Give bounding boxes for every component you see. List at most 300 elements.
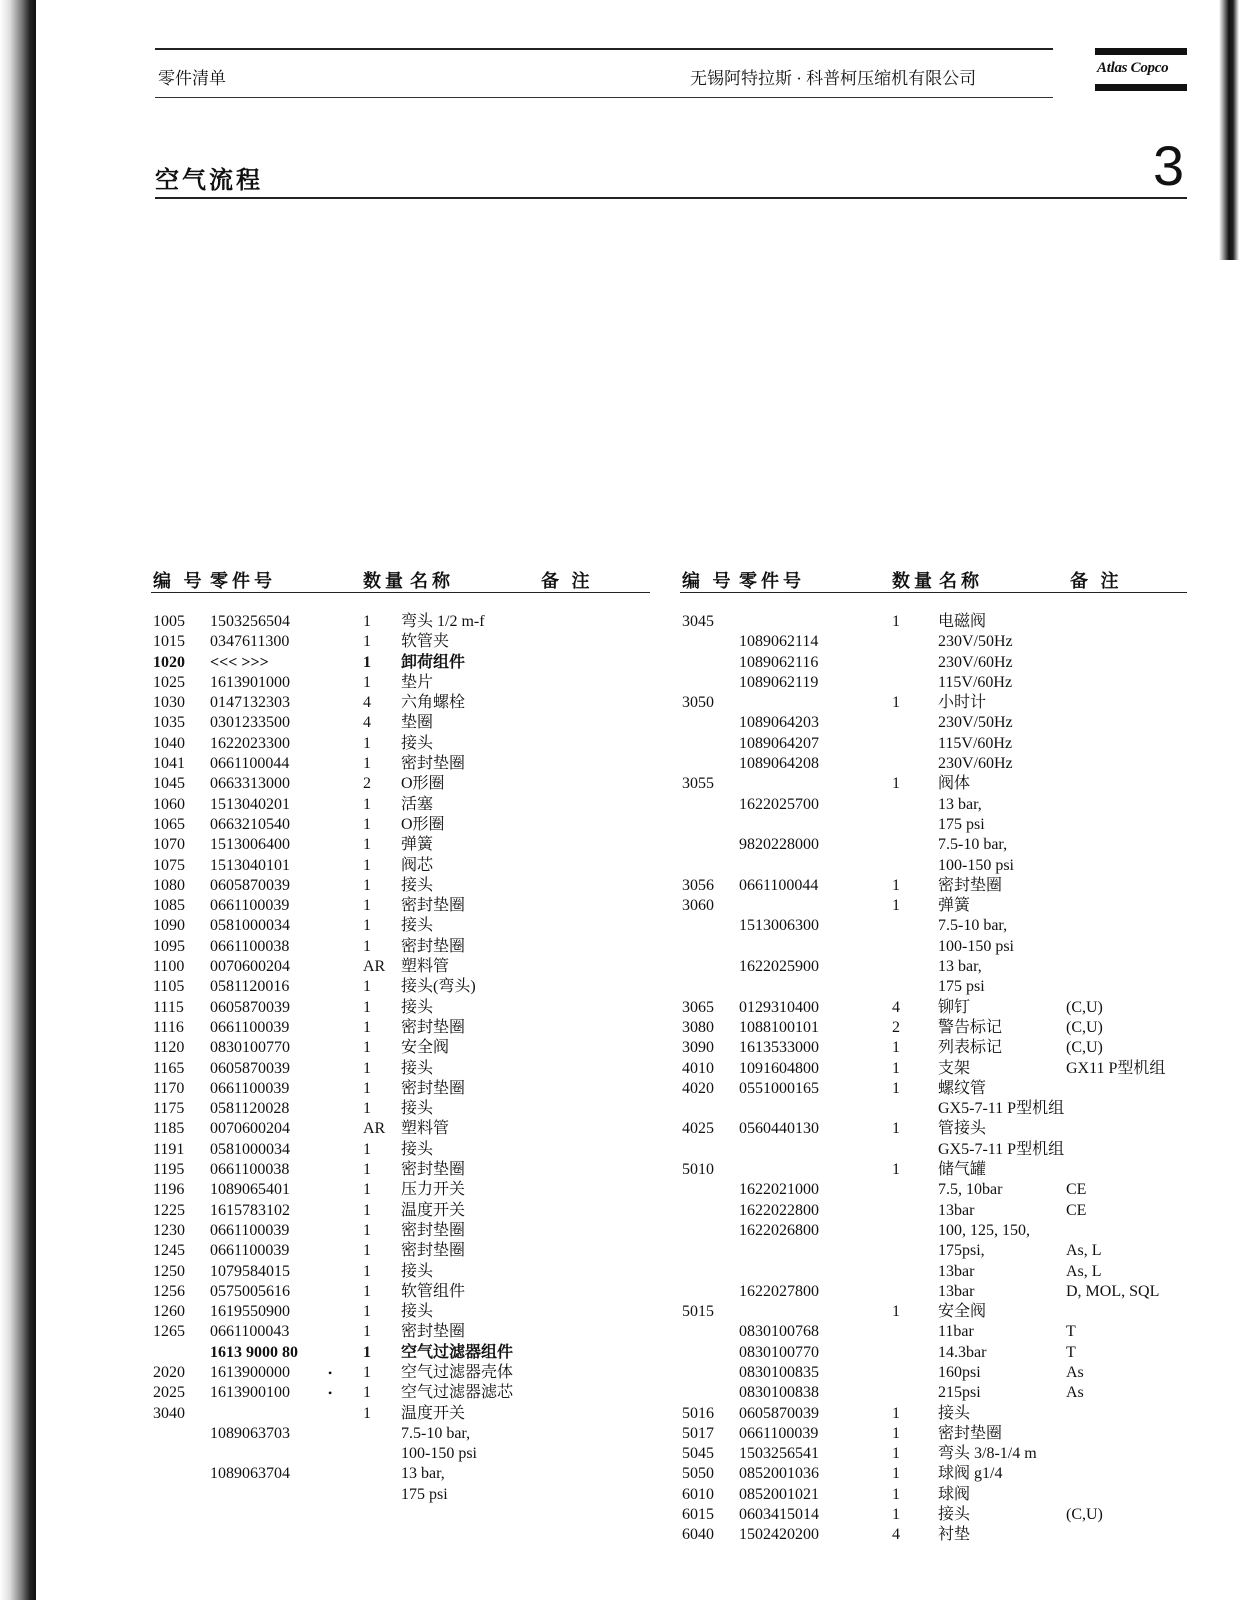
item-number: 1105 <box>153 978 185 996</box>
item-number: 3040 <box>153 1404 185 1422</box>
quantity: 1 <box>363 734 371 752</box>
part-name: 密封垫圈 <box>401 937 466 955</box>
part-name: 球阀 <box>938 1485 971 1503</box>
quantity: 1 <box>363 1140 371 1158</box>
quantity: 1 <box>363 1363 371 1381</box>
part-number: 0070600204 <box>210 1120 290 1138</box>
part-number: 1613900000 <box>210 1363 290 1381</box>
part-number: 1622021000 <box>739 1181 819 1199</box>
quantity: 1 <box>363 1201 371 1219</box>
item-number: 1230 <box>153 1221 185 1239</box>
part-number: 0575005616 <box>210 1282 290 1300</box>
quantity: 1 <box>363 613 371 630</box>
page-title: 空气流程 <box>155 168 263 194</box>
part-name: 铆钉 <box>938 998 971 1016</box>
quantity: 1 <box>363 917 371 935</box>
part-name: 230V/60Hz <box>938 755 1013 773</box>
part-name: 密封垫圈 <box>401 1221 466 1239</box>
remark: (C,U) <box>1066 1506 1103 1524</box>
quantity: 1 <box>363 1242 371 1260</box>
part-name: 压力开关 <box>401 1181 466 1199</box>
part-name: 储气罐 <box>938 1161 987 1179</box>
item-number: 1265 <box>153 1323 185 1341</box>
left-col-head-note: 备 注 <box>541 571 594 591</box>
part-number: 0661100043 <box>210 1323 290 1341</box>
part-number: 1613901000 <box>210 673 290 691</box>
part-name: 软管夹 <box>401 633 450 651</box>
part-number: 0129310400 <box>739 998 819 1016</box>
part-number: 0661100038 <box>210 937 290 955</box>
part-name: 215psi <box>938 1384 981 1402</box>
item-number: 1080 <box>153 876 185 894</box>
part-name: 管接头 <box>938 1120 987 1138</box>
part-number: 1622025700 <box>739 795 819 813</box>
part-name: 阀体 <box>938 775 971 793</box>
item-number: 6010 <box>682 1485 714 1503</box>
part-name: 100, 125, 150, <box>938 1221 1030 1239</box>
item-number: 1060 <box>153 795 185 813</box>
item-number: 1100 <box>153 958 185 976</box>
quantity: 1 <box>892 1161 900 1179</box>
part-number: 1613533000 <box>739 1039 819 1057</box>
quantity: 1 <box>363 815 371 833</box>
remark: (C,U) <box>1066 998 1103 1016</box>
right-col-head-qty: 数量 <box>892 571 936 591</box>
part-number: 0830100770 <box>210 1039 290 1057</box>
part-name: 7.5-10 bar, <box>938 917 1008 935</box>
part-name: 塑料管 <box>401 958 450 976</box>
part-name: 安全阀 <box>401 1039 450 1057</box>
part-name: 空气过滤器组件 <box>401 1343 514 1361</box>
part-number: 0581120016 <box>210 978 290 996</box>
part-name: 7.5, 10bar <box>938 1181 1003 1199</box>
part-number: 1079584015 <box>210 1262 290 1280</box>
part-name: 密封垫圈 <box>938 1424 1003 1442</box>
part-name: 13 bar, <box>401 1465 445 1483</box>
item-number: 1030 <box>153 694 185 712</box>
part-name: O形圈 <box>401 815 445 833</box>
quantity: 1 <box>892 775 900 793</box>
part-name: 接头 <box>401 876 434 894</box>
quantity: 1 <box>363 653 371 671</box>
quantity: 1 <box>892 1404 900 1422</box>
remark: CE <box>1066 1181 1087 1199</box>
part-name: 密封垫圈 <box>401 1161 466 1179</box>
item-number: 1035 <box>153 714 185 732</box>
part-name: 接头 <box>401 917 434 935</box>
part-name: 弯头 3/8-1/4 m <box>938 1445 1037 1463</box>
item-number: 1095 <box>153 937 185 955</box>
remark: GX11 P型机组 <box>1066 1059 1166 1077</box>
quantity: 1 <box>892 694 900 712</box>
item-number: 5045 <box>682 1445 714 1463</box>
part-name: 温度开关 <box>401 1201 466 1219</box>
part-number: 0830100835 <box>739 1363 819 1381</box>
item-number: 3050 <box>682 694 714 712</box>
item-number: 3056 <box>682 876 714 894</box>
quantity: 1 <box>363 1221 371 1239</box>
part-name: 密封垫圈 <box>938 876 1003 894</box>
part-name: 密封垫圈 <box>401 1323 466 1341</box>
part-number: 0663313000 <box>210 775 290 793</box>
part-name: 安全阀 <box>938 1303 987 1321</box>
item-number: 1015 <box>153 633 185 651</box>
quantity: 4 <box>892 1526 900 1544</box>
part-number: 1089064208 <box>739 755 819 773</box>
item-number: 3065 <box>682 998 714 1016</box>
part-name: 接头 <box>401 1262 434 1280</box>
right-col-head-rule <box>680 592 1187 593</box>
part-name: 115V/60Hz <box>938 673 1013 691</box>
part-name: 100-150 psi <box>938 937 1014 955</box>
item-number: 1115 <box>153 998 184 1016</box>
part-number: 1622025900 <box>739 958 819 976</box>
part-number: 0301233500 <box>210 714 290 732</box>
header-bottom-rule <box>155 97 1053 98</box>
part-number: 0581000034 <box>210 1140 290 1158</box>
quantity: 1 <box>892 1303 900 1321</box>
part-name: 接头 <box>938 1506 971 1524</box>
part-name: O形圈 <box>401 775 445 793</box>
item-number: 1020 <box>153 653 185 671</box>
quantity: 1 <box>363 673 371 691</box>
logo-text: Atlas Copco <box>1097 60 1169 76</box>
quantity: 1 <box>363 1181 371 1199</box>
header-company-name: 无锡阿特拉斯 · 科普柯压缩机有限公司 <box>690 69 977 88</box>
part-name: 弹簧 <box>401 836 434 854</box>
item-number: 3060 <box>682 897 714 915</box>
quantity: 1 <box>892 1424 900 1442</box>
part-name: 175psi, <box>938 1242 985 1260</box>
part-name: 175 psi <box>401 1485 448 1503</box>
part-number: 1503256541 <box>739 1445 819 1463</box>
header-top-rule <box>155 48 1053 50</box>
part-name: 230V/50Hz <box>938 633 1013 651</box>
part-number: 1089062116 <box>739 653 819 671</box>
part-number: 1513006400 <box>210 836 290 854</box>
part-name: 弹簧 <box>938 897 971 915</box>
part-name: GX5-7-11 P型机组 <box>938 1100 1065 1118</box>
part-number: 0347611300 <box>210 633 290 651</box>
part-number: 0830100770 <box>739 1343 819 1361</box>
item-number: 1250 <box>153 1262 185 1280</box>
part-name: 接头 <box>401 1303 434 1321</box>
remark: T <box>1066 1343 1076 1361</box>
part-number: 0147132303 <box>210 694 290 712</box>
part-number: 1503256504 <box>210 613 290 630</box>
item-number: 1040 <box>153 734 185 752</box>
quantity: 4 <box>363 714 371 732</box>
part-name: 230V/60Hz <box>938 653 1013 671</box>
part-number: 1089064203 <box>739 714 819 732</box>
part-name: 支架 <box>938 1059 971 1077</box>
part-number: 1513040201 <box>210 795 290 813</box>
item-number: 2025 <box>153 1384 185 1402</box>
part-number: 0661100039 <box>210 1079 290 1097</box>
part-name: 115V/60Hz <box>938 734 1013 752</box>
item-number: 1165 <box>153 1059 185 1077</box>
item-number: 1191 <box>153 1140 185 1158</box>
left-col-head-qty: 数量 <box>363 571 407 591</box>
part-number: 1513006300 <box>739 917 819 935</box>
quantity: 1 <box>363 1079 371 1097</box>
item-number: 1225 <box>153 1201 185 1219</box>
part-name: 弯头 1/2 m-f <box>401 613 485 630</box>
bullet-marker: • <box>328 1365 333 1380</box>
quantity: 1 <box>363 755 371 773</box>
quantity: 1 <box>363 978 371 996</box>
part-number: 1613 9000 80 <box>210 1343 298 1361</box>
part-name: 接头 <box>401 998 434 1016</box>
part-number: 0581120028 <box>210 1100 290 1118</box>
item-number: 1260 <box>153 1303 185 1321</box>
quantity: 1 <box>363 998 371 1016</box>
remark: As, L <box>1066 1242 1102 1260</box>
left-col-head-no: 编 号 <box>153 571 206 591</box>
part-name: 垫片 <box>401 673 434 691</box>
part-number: 0605870039 <box>739 1404 819 1422</box>
item-number: 1075 <box>153 856 185 874</box>
quantity: 1 <box>363 937 371 955</box>
item-number: 6040 <box>682 1526 714 1544</box>
part-name: 衬垫 <box>938 1526 971 1544</box>
quantity: 1 <box>363 1018 371 1036</box>
remark: As, L <box>1066 1262 1102 1280</box>
right-col-head-note: 备 注 <box>1070 571 1123 591</box>
part-number: 0852001021 <box>739 1485 819 1503</box>
remark: As <box>1066 1384 1084 1402</box>
item-number: 1005 <box>153 613 185 630</box>
quantity: 1 <box>892 1059 900 1077</box>
part-number: 9820228000 <box>739 836 819 854</box>
item-number: 1245 <box>153 1242 185 1260</box>
item-number: 3055 <box>682 775 714 793</box>
remark: T <box>1066 1323 1076 1341</box>
part-name: 100-150 psi <box>938 856 1014 874</box>
part-name: 塑料管 <box>401 1120 450 1138</box>
left-col-head-name: 名称 <box>410 571 454 591</box>
part-number: 1088100101 <box>739 1018 819 1036</box>
quantity: 1 <box>363 1323 371 1341</box>
part-name: 密封垫圈 <box>401 1079 466 1097</box>
left-col-head-rule <box>151 592 650 593</box>
header-left-text: 零件清单 <box>158 69 226 88</box>
part-name: 密封垫圈 <box>401 1018 466 1036</box>
scan-edge-right <box>1219 0 1239 260</box>
quantity: AR <box>363 1120 386 1138</box>
part-number: 0560440130 <box>739 1120 819 1138</box>
right-col-head-no: 编 号 <box>682 571 735 591</box>
item-number: 1175 <box>153 1100 185 1118</box>
part-number: 1089063703 <box>210 1424 290 1442</box>
part-number: 1622022800 <box>739 1201 819 1219</box>
remark: D, MOL, SQL <box>1066 1282 1160 1300</box>
remark: As <box>1066 1363 1084 1381</box>
quantity: 1 <box>363 633 371 651</box>
quantity: 2 <box>363 775 371 793</box>
item-number: 1041 <box>153 755 185 773</box>
item-number: 1195 <box>153 1161 185 1179</box>
part-number: 1619550900 <box>210 1303 290 1321</box>
item-number: 1196 <box>153 1181 185 1199</box>
item-number: 4010 <box>682 1059 714 1077</box>
part-number: 0661100044 <box>739 876 819 894</box>
part-number: 1089062119 <box>739 673 819 691</box>
part-number: 0852001036 <box>739 1465 819 1483</box>
item-number: 1045 <box>153 775 185 793</box>
right-col-head-part: 零件号 <box>739 571 805 591</box>
part-name: 接头 <box>401 1140 434 1158</box>
part-name: 卸荷组件 <box>401 653 466 671</box>
part-number: 0551000165 <box>739 1079 819 1097</box>
quantity: 1 <box>363 1262 371 1280</box>
part-number: 0070600204 <box>210 958 290 976</box>
part-name: 接头 <box>401 734 434 752</box>
part-number: 1502420200 <box>739 1526 819 1544</box>
quantity: 1 <box>363 876 371 894</box>
part-name: 14.3bar <box>938 1343 987 1361</box>
quantity: 1 <box>363 897 371 915</box>
item-number: 1256 <box>153 1282 185 1300</box>
part-name: 六角螺栓 <box>401 694 466 712</box>
part-number: 0603415014 <box>739 1506 819 1524</box>
quantity: 1 <box>892 1079 900 1097</box>
item-number: 3045 <box>682 613 714 630</box>
quantity: 1 <box>363 1282 371 1300</box>
quantity: 1 <box>892 1445 900 1463</box>
item-number: 1170 <box>153 1079 185 1097</box>
item-number: 1065 <box>153 815 185 833</box>
part-number: 1089064207 <box>739 734 819 752</box>
part-name: 接头 <box>401 1100 434 1118</box>
part-name: 160psi <box>938 1363 981 1381</box>
part-name: 小时计 <box>938 694 987 712</box>
part-name: 13bar <box>938 1262 975 1280</box>
part-number: 0661100044 <box>210 755 290 773</box>
part-name: GX5-7-11 P型机组 <box>938 1140 1065 1158</box>
quantity: 1 <box>363 1059 371 1077</box>
part-number: 1622027800 <box>739 1282 819 1300</box>
item-number: 1070 <box>153 836 185 854</box>
item-number: 5050 <box>682 1465 714 1483</box>
part-name: 13bar <box>938 1201 975 1219</box>
part-number: 0605870039 <box>210 1059 290 1077</box>
part-name: 垫圈 <box>401 714 434 732</box>
item-number: 1025 <box>153 673 185 691</box>
item-number: 2020 <box>153 1363 185 1381</box>
part-number: 1089063704 <box>210 1465 290 1483</box>
part-number: 0605870039 <box>210 876 290 894</box>
part-number: 1622023300 <box>210 734 290 752</box>
part-number: 1513040101 <box>210 856 290 874</box>
part-name: 接头(弯头) <box>401 978 476 996</box>
part-number: 1615783102 <box>210 1201 290 1219</box>
part-name: 密封垫圈 <box>401 1242 466 1260</box>
remark: CE <box>1066 1201 1087 1219</box>
part-name: 7.5-10 bar, <box>938 836 1008 854</box>
part-number: 0605870039 <box>210 998 290 1016</box>
quantity: 1 <box>363 1343 371 1361</box>
part-name: 温度开关 <box>401 1404 466 1422</box>
bullet-marker: • <box>328 1386 333 1401</box>
quantity: AR <box>363 958 386 976</box>
part-name: 100-150 psi <box>401 1445 477 1463</box>
part-number: 0661100039 <box>210 1221 290 1239</box>
remark: (C,U) <box>1066 1039 1103 1057</box>
part-number: <<< >>> <box>210 653 269 671</box>
item-number: 6015 <box>682 1506 714 1524</box>
part-number: 0663210540 <box>210 815 290 833</box>
item-number: 5016 <box>682 1404 714 1422</box>
part-number: 0830100768 <box>739 1323 819 1341</box>
quantity: 1 <box>363 856 371 874</box>
atlas-copco-logo <box>1095 48 1187 92</box>
part-name: 阀芯 <box>401 856 434 874</box>
part-number: 1091604800 <box>739 1059 819 1077</box>
section-number: 3 <box>1153 134 1185 197</box>
part-number: 0661100038 <box>210 1161 290 1179</box>
quantity: 1 <box>892 897 900 915</box>
quantity: 1 <box>363 1303 371 1321</box>
part-number: 1622026800 <box>739 1221 819 1239</box>
item-number: 1116 <box>153 1018 184 1036</box>
part-name: 密封垫圈 <box>401 755 466 773</box>
part-name: 列表标记 <box>938 1039 1003 1057</box>
quantity: 4 <box>363 694 371 712</box>
quantity: 1 <box>363 795 371 813</box>
part-name: 球阀 g1/4 <box>938 1465 1003 1483</box>
item-number: 4020 <box>682 1079 714 1097</box>
part-number: 1089062114 <box>739 633 819 651</box>
part-number: 0661100039 <box>739 1424 819 1442</box>
item-number: 5017 <box>682 1424 714 1442</box>
quantity: 1 <box>892 1465 900 1483</box>
quantity: 1 <box>363 1100 371 1118</box>
quantity: 1 <box>892 1120 900 1138</box>
quantity: 4 <box>892 998 900 1016</box>
quantity: 1 <box>363 836 371 854</box>
quantity: 1 <box>892 1485 900 1503</box>
part-number: 0830100838 <box>739 1384 819 1402</box>
item-number: 3080 <box>682 1018 714 1036</box>
item-number: 3090 <box>682 1039 714 1057</box>
item-number: 4025 <box>682 1120 714 1138</box>
part-name: 活塞 <box>401 795 434 813</box>
part-name: 7.5-10 bar, <box>401 1424 471 1442</box>
part-name: 密封垫圈 <box>401 897 466 915</box>
part-number: 0661100039 <box>210 1018 290 1036</box>
part-number: 0661100039 <box>210 1242 290 1260</box>
quantity: 1 <box>363 1161 371 1179</box>
part-name: 接头 <box>401 1059 434 1077</box>
quantity: 1 <box>892 1506 900 1524</box>
item-number: 1185 <box>153 1120 185 1138</box>
part-name: 软管组件 <box>401 1282 466 1300</box>
part-name: 接头 <box>938 1404 971 1422</box>
left-col-head-part: 零件号 <box>210 571 276 591</box>
quantity: 1 <box>892 876 900 894</box>
part-number: 0581000034 <box>210 917 290 935</box>
part-number: 1613900100 <box>210 1384 290 1402</box>
part-number: 1089065401 <box>210 1181 290 1199</box>
part-name: 11bar <box>938 1323 974 1341</box>
part-name: 螺纹管 <box>938 1079 987 1097</box>
item-number: 1085 <box>153 897 185 915</box>
right-col-head-name: 名称 <box>939 571 983 591</box>
quantity: 1 <box>892 1039 900 1057</box>
item-number: 1120 <box>153 1039 185 1057</box>
part-name: 13 bar, <box>938 795 982 813</box>
